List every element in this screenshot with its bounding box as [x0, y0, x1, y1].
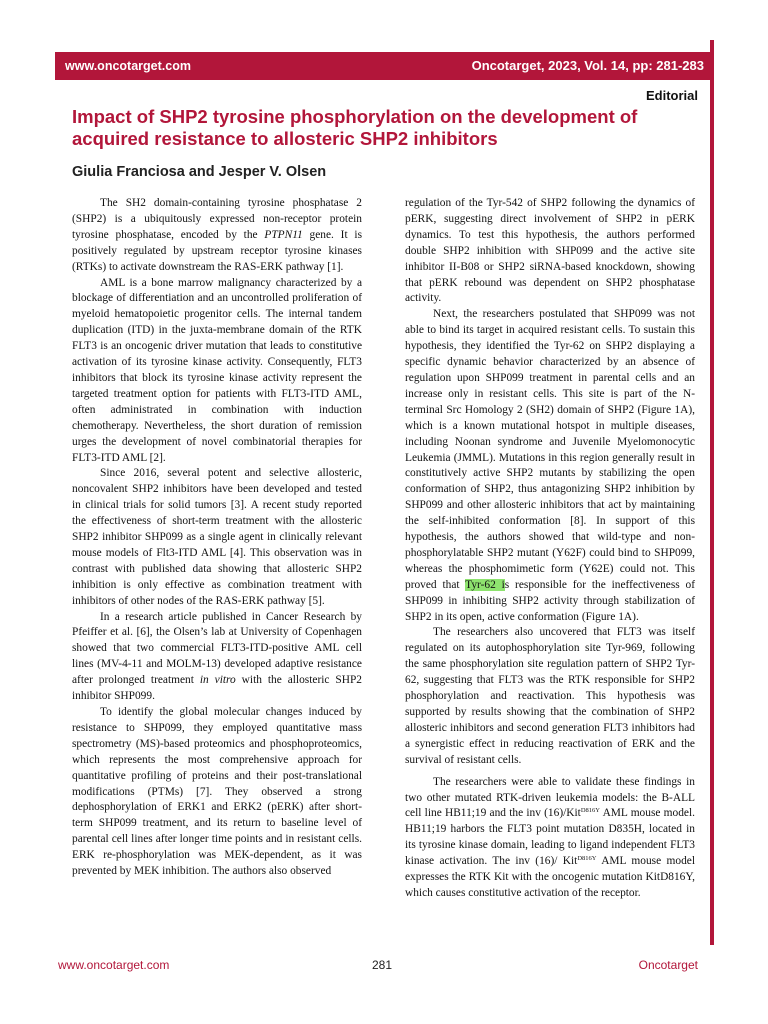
page-number: 281 — [372, 958, 393, 972]
paragraph: Next, the researchers postulated that SHP099 was not able to bind its target in acquired resistant cells. To sustain this hypothesis, they identified the Tyr-62 on SHP2 displaying a specific dynamic behavior characterized by an absence of regulation upon SHP099 treatment in parental cells and an increase only in resistant cells. This site is part of the N-terminal Src Homology 2 (SH2) domain of SHP2 (Figure 1A), which is a known mutational hotspot in multiple diseases, including Noonan syndrome and Juvenile Myelomonocytic Leukemia (JMML). Mutations in this region generally result in constitutively active SHP2 mutants by stabilizing the open conformation of SHP2, thus antagonizing SHP2 inhibition by SHP099 and other allosteric inhibitors that act by maintaining the self-inhibited conformation [8]. In support of this hypothesis, the authors showed that wild-type and non-phosphorylatable SHP2 mutant (Y62F) could bind to SHP099, whereas the phosphomimetic form (Y62E) could not. This proved that Tyr-62 is responsible for the ineffectiveness of SHP099 in inhibiting SHP2 activity through stabilization of SHP2 in its open, active conformation (Figure 1A). — [405, 308, 696, 623]
paragraph: Since 2016, several potent and selective allosteric, noncovalent SHP2 inhibitors have been developed and tested in clinical trials for solid tumors [3]. A recent study reported the effectiveness of short-term treatment with the allosteric SHP2 inhibitor SHP099 as a single agent in clinically relevant mouse models of Flt3-ITD AML [4]. This observation was in contrast with published data showing that allosteric SHP2 inhibition is only effective as combination treatment with inhibitors of other nodes of the RAS-ERK pathway [5]. — [72, 467, 362, 607]
paragraph: To identify the global molecular changes induced by resistance to SHP099, they employed quantitative mass spectrometry (MS)-based proteomics and phosphoproteomics, which represents the most comprehensive approach for quantitative profiling of proteins and their post-translational modifications (PTMs) [7]. They observed a strong dephosphorylation of ERK1 and ERK2 (pERK) after short-term SHP099 treatment, and its return to baseline level of parental cell lines after longer time points and in resistant cells. ERK re-phosphorylation was MEK-dependent, as it was prevented by MEK inhibition. The authors also observed — [72, 706, 362, 878]
paragraph: The researchers also uncovered that FLT3 was itself regulated on its autophosphorylation site Tyr-969, following the same phosphorylation site regulation pattern of SHP2 Tyr-62, suggesting that FLT3 was the RTK responsible for SHP2 phosphorylation and reactivation. This hypothesis was supported by results showing that the combination of SHP2 allosteric inhibitors and second generation FLT3 inhibitors had a synergistic effect in reducing reactivation of ERK and the survival of resistant cells. — [405, 626, 695, 766]
superscript: D816Y — [577, 855, 597, 863]
paragraph: In a research article published in Cancer Research by Pfeiffer et al. [6], the Olsen’s lab at University of Copenhagen showed that two commercial FLT3-ITD-positive AML cell lines (MV-4-11 and MOLM-13) developed adaptive resistance after prolonged treatment in vitro with the allosteric SHP2 inhibitor SHP099. — [72, 610, 362, 703]
italic-term: in vitro — [199, 674, 236, 687]
journal-header-bar — [55, 52, 714, 80]
footer-journal: Oncotarget — [638, 958, 698, 972]
superscript: D816Y — [580, 807, 600, 815]
gene-name: PTPN11 — [264, 228, 303, 241]
article-authors: Giulia Franciosa and Jesper V. Olsen — [72, 164, 327, 180]
paragraph: The researchers were able to validate these findings in two other mutated RTK-driven leukemia models: the B-ALL cell line HB11;19 and the inv (16)/Kit$^{D816Y}$ AML mouse model. HB11;19 harbors the FLT3 point mutation D835H, located in its tyrosine kinase domain, leading to ligand independent FLT3 kinase activation. The inv (16)/ Kit$^{D816Y}$ AML mouse model expresses the RTK Kit with the oncogenic mutation KitD816Y, which causes constitutive activation of the receptor. — [405, 775, 695, 899]
header-site-link[interactable]: www.oncotarget.com — [65, 59, 191, 73]
article-title: Impact of SHP2 tyrosine phosphorylation on the development of acquired resistance to allosteric SHP2 inhibitors — [72, 106, 638, 149]
header-citation: Oncotarget, 2023, Vol. 14, pp: 281-283 — [471, 58, 704, 73]
left-column — [72, 196, 362, 880]
article-type: Editorial — [645, 88, 698, 103]
footer-site-link[interactable]: www.oncotarget.com — [58, 958, 170, 972]
highlighted-text: Tyr-62 i — [465, 578, 505, 591]
right-accent-bar — [710, 40, 714, 945]
paragraph: regulation of the Tyr-542 of SHP2 following the dynamics of pERK, suggesting direct involvement of SHP2 in pERK dynamics. To test this hypothesis, the authors performed double SHP2 inhibition with SHP099 and the active site inhibitor II-B08 or SHP2 siRNA-based knockdown, showing that pERK rebound was dependent on SHP2 phosphatase activity. — [405, 197, 695, 305]
right-column — [405, 196, 695, 902]
paragraph: The SH2 domain-containing tyrosine phosphatase 2 (SHP2) is a ubiquitously expressed non-receptor protein tyrosine phosphatase, encoded by the PTPN11 gene. It is positively regulated by upstream receptor tyrosine kinases (RTKs) to activate downstream the RAS-ERK pathway [1]. — [72, 197, 362, 273]
paragraph: AML is a bone marrow malignancy characterized by a blockage of differentiation and an uncontrolled proliferation of myeloid hematopoietic progenitor cells. The internal tandem duplication (ITD) in the juxta-membrane domain of the RTK FLT3 is an oncogenic driver mutation that leads to constitutive activation of its tyrosine kinase activity. Consequently, FLT3 inhibitors that block its tyrosine kinase activity represent the targeted treatment option for patients with FLT3-ITD AML, often administrated in combination with induction chemotherapy. Nevertheless, the short duration of remission urges the development of novel combinatorial therapies for FLT3-ITD AML [2]. — [72, 276, 362, 464]
